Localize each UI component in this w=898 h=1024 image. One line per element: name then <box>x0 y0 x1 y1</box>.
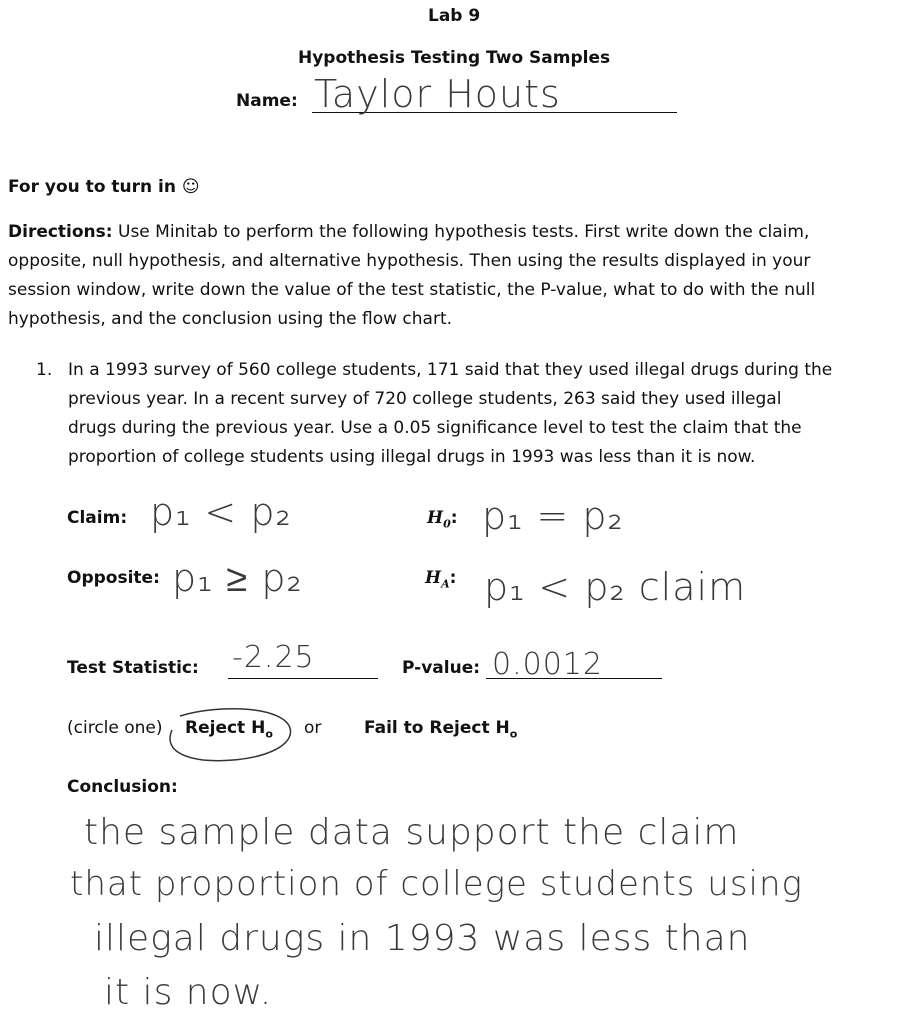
turn-in-heading: For you to turn in ☺ <box>8 177 200 197</box>
directions-line: opposite, null hypothesis, and alternative hypothesis. Then using the results displayed in your <box>8 251 811 271</box>
name-label: Name: <box>236 91 298 111</box>
problem-line: previous year. In a recent survey of 720 college students, 263 said they used illegal <box>68 389 782 409</box>
test-statistic-underline <box>228 678 378 679</box>
fail-to-reject-option: Fail to Reject $H_o$ <box>364 718 518 741</box>
conclusion-line: the sample data support the claim <box>84 812 740 853</box>
directions-line: session window, write down the value of the test statistic, the P-value, what to do with the null <box>8 280 816 300</box>
null-hypothesis-value: p₁ = p₂ <box>482 494 624 538</box>
circle-one-label: (circle one) <box>67 718 163 738</box>
pvalue-label: P-value: <box>402 658 481 678</box>
claim-value: p₁ < p₂ <box>150 490 292 534</box>
problem-number: 1. <box>36 360 53 380</box>
pvalue-value: 0.0012 <box>492 647 603 682</box>
opposite-value: p₁ ≥ p₂ <box>172 556 303 600</box>
directions-line: hypothesis, and the conclusion using the flow chart. <box>8 309 453 329</box>
problem-text <box>68 356 832 472</box>
or-text: or <box>304 718 322 738</box>
alt-hypothesis-value: p₁ < p₂ claim <box>484 565 747 609</box>
directions-label: Directions: <box>8 222 113 242</box>
conclusion-line: that proportion of college students using <box>70 864 803 904</box>
opposite-label: Opposite: <box>67 568 160 588</box>
conclusion-line: illegal drugs in 1993 was less than <box>94 918 751 959</box>
directions-line: Use Minitab to perform the following hypothesis tests. First write down the claim, <box>118 222 810 242</box>
conclusion-label: Conclusion: <box>67 777 178 797</box>
reject-circle-mark <box>158 704 298 764</box>
reject-option: Reject $H_o$ <box>185 718 273 741</box>
name-value: Taylor Houts <box>314 72 561 116</box>
test-statistic-value: -2.25 <box>232 640 315 675</box>
lab-number: Lab 9 <box>428 6 481 26</box>
null-hypothesis-label: $H_0$: <box>427 508 458 531</box>
directions-block <box>8 218 815 334</box>
problem-line: In a 1993 survey of 560 college students, 171 said that they used illegal drugs during the <box>68 360 833 380</box>
page-title: Hypothesis Testing Two Samples <box>298 48 611 68</box>
alt-hypothesis-label: $H_A$: <box>425 568 457 591</box>
problem-line: drugs during the previous year. Use a 0.05 significance level to test the claim that the <box>68 418 802 438</box>
test-statistic-label: Test Statistic: <box>67 658 199 678</box>
problem-line: proportion of college students using illegal drugs in 1993 was less than it is now. <box>68 447 756 467</box>
conclusion-line: it is now. <box>104 972 273 1013</box>
claim-label: Claim: <box>67 508 128 528</box>
